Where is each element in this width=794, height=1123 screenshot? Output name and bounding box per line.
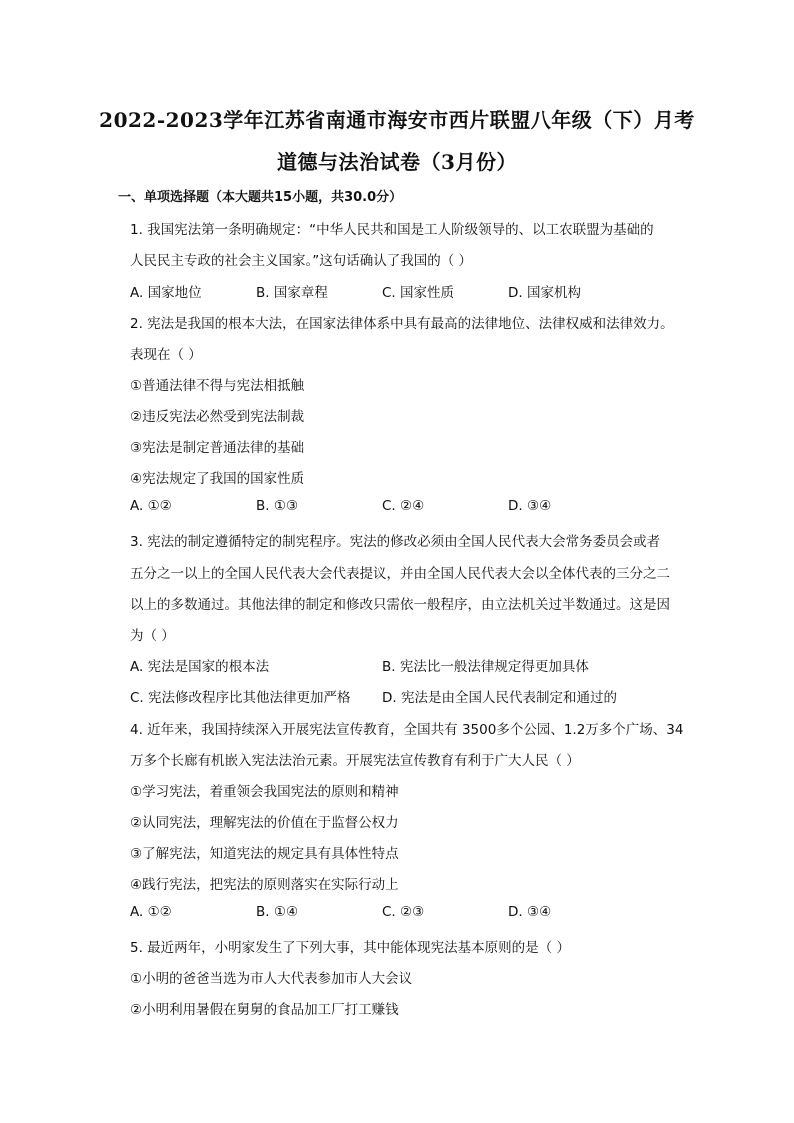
q4-option-c: C. ②③ bbox=[382, 904, 425, 920]
q3-option-d: D. 宪法是由全国人民代表制定和通过的 bbox=[382, 690, 617, 706]
exam-title-line2: 道德与法治试卷（3月份） bbox=[277, 150, 517, 174]
q1-option-d: D. 国家机构 bbox=[508, 285, 581, 301]
q2-statement-2: ②违反宪法必然受到宪法制裁 bbox=[130, 409, 305, 425]
q3-stem-line4: 为（ ） bbox=[130, 628, 175, 644]
q4-stem-line1: 4. 近年来，我国持续深入开展宪法宣传教育，全国共有 3500多个公园、1.2万多个广场、34 bbox=[130, 722, 684, 738]
q3-stem-line1: 3. 宪法的制定遵循特定的制宪程序。宪法的修改必须由全国人民代表大会常务委员会或者 bbox=[130, 534, 661, 550]
q5-statement-2: ②小明利用暑假在舅舅的食品加工厂打工赚钱 bbox=[130, 1002, 399, 1018]
q4-statement-1: ①学习宪法，着重领会我国宪法的原则和精神 bbox=[130, 784, 399, 800]
q1-option-c: C. 国家性质 bbox=[382, 285, 455, 301]
q3-option-c: C. 宪法修改程序比其他法律更加严格 bbox=[130, 690, 351, 706]
q2-stem-line2: 表现在（ ） bbox=[130, 347, 202, 363]
exam-title-line1: 2022-2023学年江苏省南通市海安市西片联盟八年级（下）月考 bbox=[99, 108, 695, 132]
q4-statement-2: ②认同宪法，理解宪法的价值在于监督公权力 bbox=[130, 815, 399, 831]
q2-option-d: D. ③④ bbox=[508, 498, 552, 514]
q2-option-c: C. ②④ bbox=[382, 498, 425, 514]
q3-option-b: B. 宪法比一般法律规定得更加具体 bbox=[382, 659, 589, 675]
q4-option-a: A. ①② bbox=[130, 904, 172, 920]
q2-statement-1: ①普通法律不得与宪法相抵触 bbox=[130, 378, 305, 394]
q1-option-a: A. 国家地位 bbox=[130, 285, 202, 301]
q5-statement-1: ①小明的爸爸当选为市人大代表参加市人大会议 bbox=[130, 971, 413, 987]
section-heading: 一、单项选择题（本大题共15小题，共30.0分） bbox=[118, 190, 403, 205]
q5-stem-line1: 5. 最近两年，小明家发生了下列大事，其中能体现宪法基本原则的是（ ） bbox=[130, 940, 570, 956]
q4-option-b: B. ①④ bbox=[256, 904, 299, 920]
q2-statement-4: ④宪法规定了我国的国家性质 bbox=[130, 471, 305, 487]
q1-stem-line1: 1. 我国宪法第一条明确规定：“中华人民共和国是工人阶级领导的、以工农联盟为基础的 bbox=[130, 222, 654, 238]
q3-option-a: A. 宪法是国家的根本法 bbox=[130, 659, 270, 675]
q1-option-b: B. 国家章程 bbox=[256, 285, 328, 301]
q3-stem-line3: 以上的多数通过。其他法律的制定和修改只需依一般程序，由立法机关过半数通过。这是因 bbox=[130, 597, 670, 613]
q2-option-b: B. ①③ bbox=[256, 498, 299, 514]
q2-option-a: A. ①② bbox=[130, 498, 172, 514]
q4-statement-4: ④践行宪法，把宪法的原则落实在实际行动上 bbox=[130, 877, 399, 893]
q4-stem-line2: 万多个长廊有机嵌入宪法法治元素。开展宪法宣传教育有利于广大人民（ ） bbox=[130, 753, 580, 769]
q3-stem-line2: 五分之一以上的全国人民代表大会代表提议，并由全国人民代表大会以全体代表的三分之二 bbox=[130, 566, 670, 582]
q4-option-d: D. ③④ bbox=[508, 904, 552, 920]
q1-stem-line2: 人民民主专政的社会主义国家。”这句话确认了我国的（ ） bbox=[130, 253, 473, 269]
q2-statement-3: ③宪法是制定普通法律的基础 bbox=[130, 440, 305, 456]
q2-stem-line1: 2. 宪法是我国的根本大法，在国家法律体系中具有最高的法律地位、法律权威和法律效力。 bbox=[130, 316, 674, 332]
q4-statement-3: ③了解宪法，知道宪法的规定具有具体性特点 bbox=[130, 846, 399, 862]
